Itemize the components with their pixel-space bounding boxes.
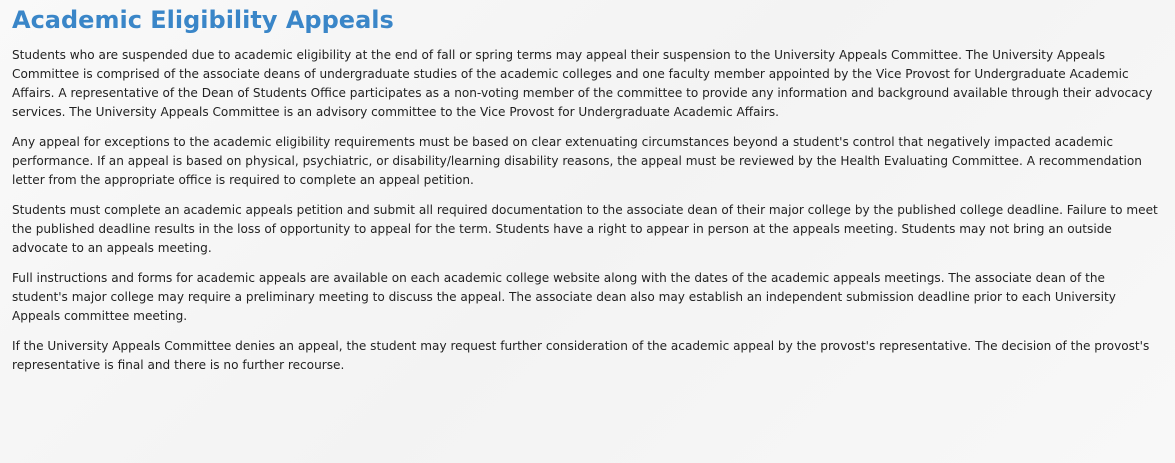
- paragraph-extenuating-circumstances: Any appeal for exceptions to the academic eligibility requirements must be based on clear extenuating circumstances beyond a student's control that negatively impacted academic performance. If an appeal is based on physical, psychiatric, or disability/learning disability reasons, the appeal must be reviewed by the Health Evaluating Committee. A recommendation letter from the appropriate office is required to complete an appeal petition.: [12, 135, 1142, 187]
- paragraph-petition-deadline: Students must complete an academic appeals petition and submit all required documentation to the associate dean of their major college by the published college deadline. Failure to meet the published deadline results in the loss of opportunity to appeal for the term. Students have a right to appear in person at the appeals meeting. Students may not bring an outside advocate to an appeals meeting.: [12, 203, 1158, 255]
- page-title: Academic Eligibility Appeals: [12, 6, 394, 34]
- paragraph-denied-appeal: If the University Appeals Committee denies an appeal, the student may request further consideration of the academic appeal by the provost's representative. The decision of the provost's representative is final and there is no further recourse.: [12, 339, 1150, 372]
- paragraph-suspension-appeal: Students who are suspended due to academic eligibility at the end of fall or spring terms may appeal their suspension to the University Appeals Committee. The University Appeals Committee is comprised of the associate deans of undergraduate studies of the academic colleges and one faculty member appointed by the Vice Provost for Undergraduate Academic Affairs. A representative of the Dean of Students Office participates as a non-voting member of the committee to provide any information and background available through their advocacy services. The University Appeals Committee is an advisory committee to the Vice Provost for Undergraduate Academic Affairs.: [12, 48, 1153, 119]
- paragraph-instructions-forms: Full instructions and forms for academic appeals are available on each academic college website along with the dates of the academic appeals meetings. The associate dean of the student's major college may require a preliminary meeting to discuss the appeal. The associate dean also may establish an independent submission deadline prior to each University Appeals committee meeting.: [12, 271, 1116, 323]
